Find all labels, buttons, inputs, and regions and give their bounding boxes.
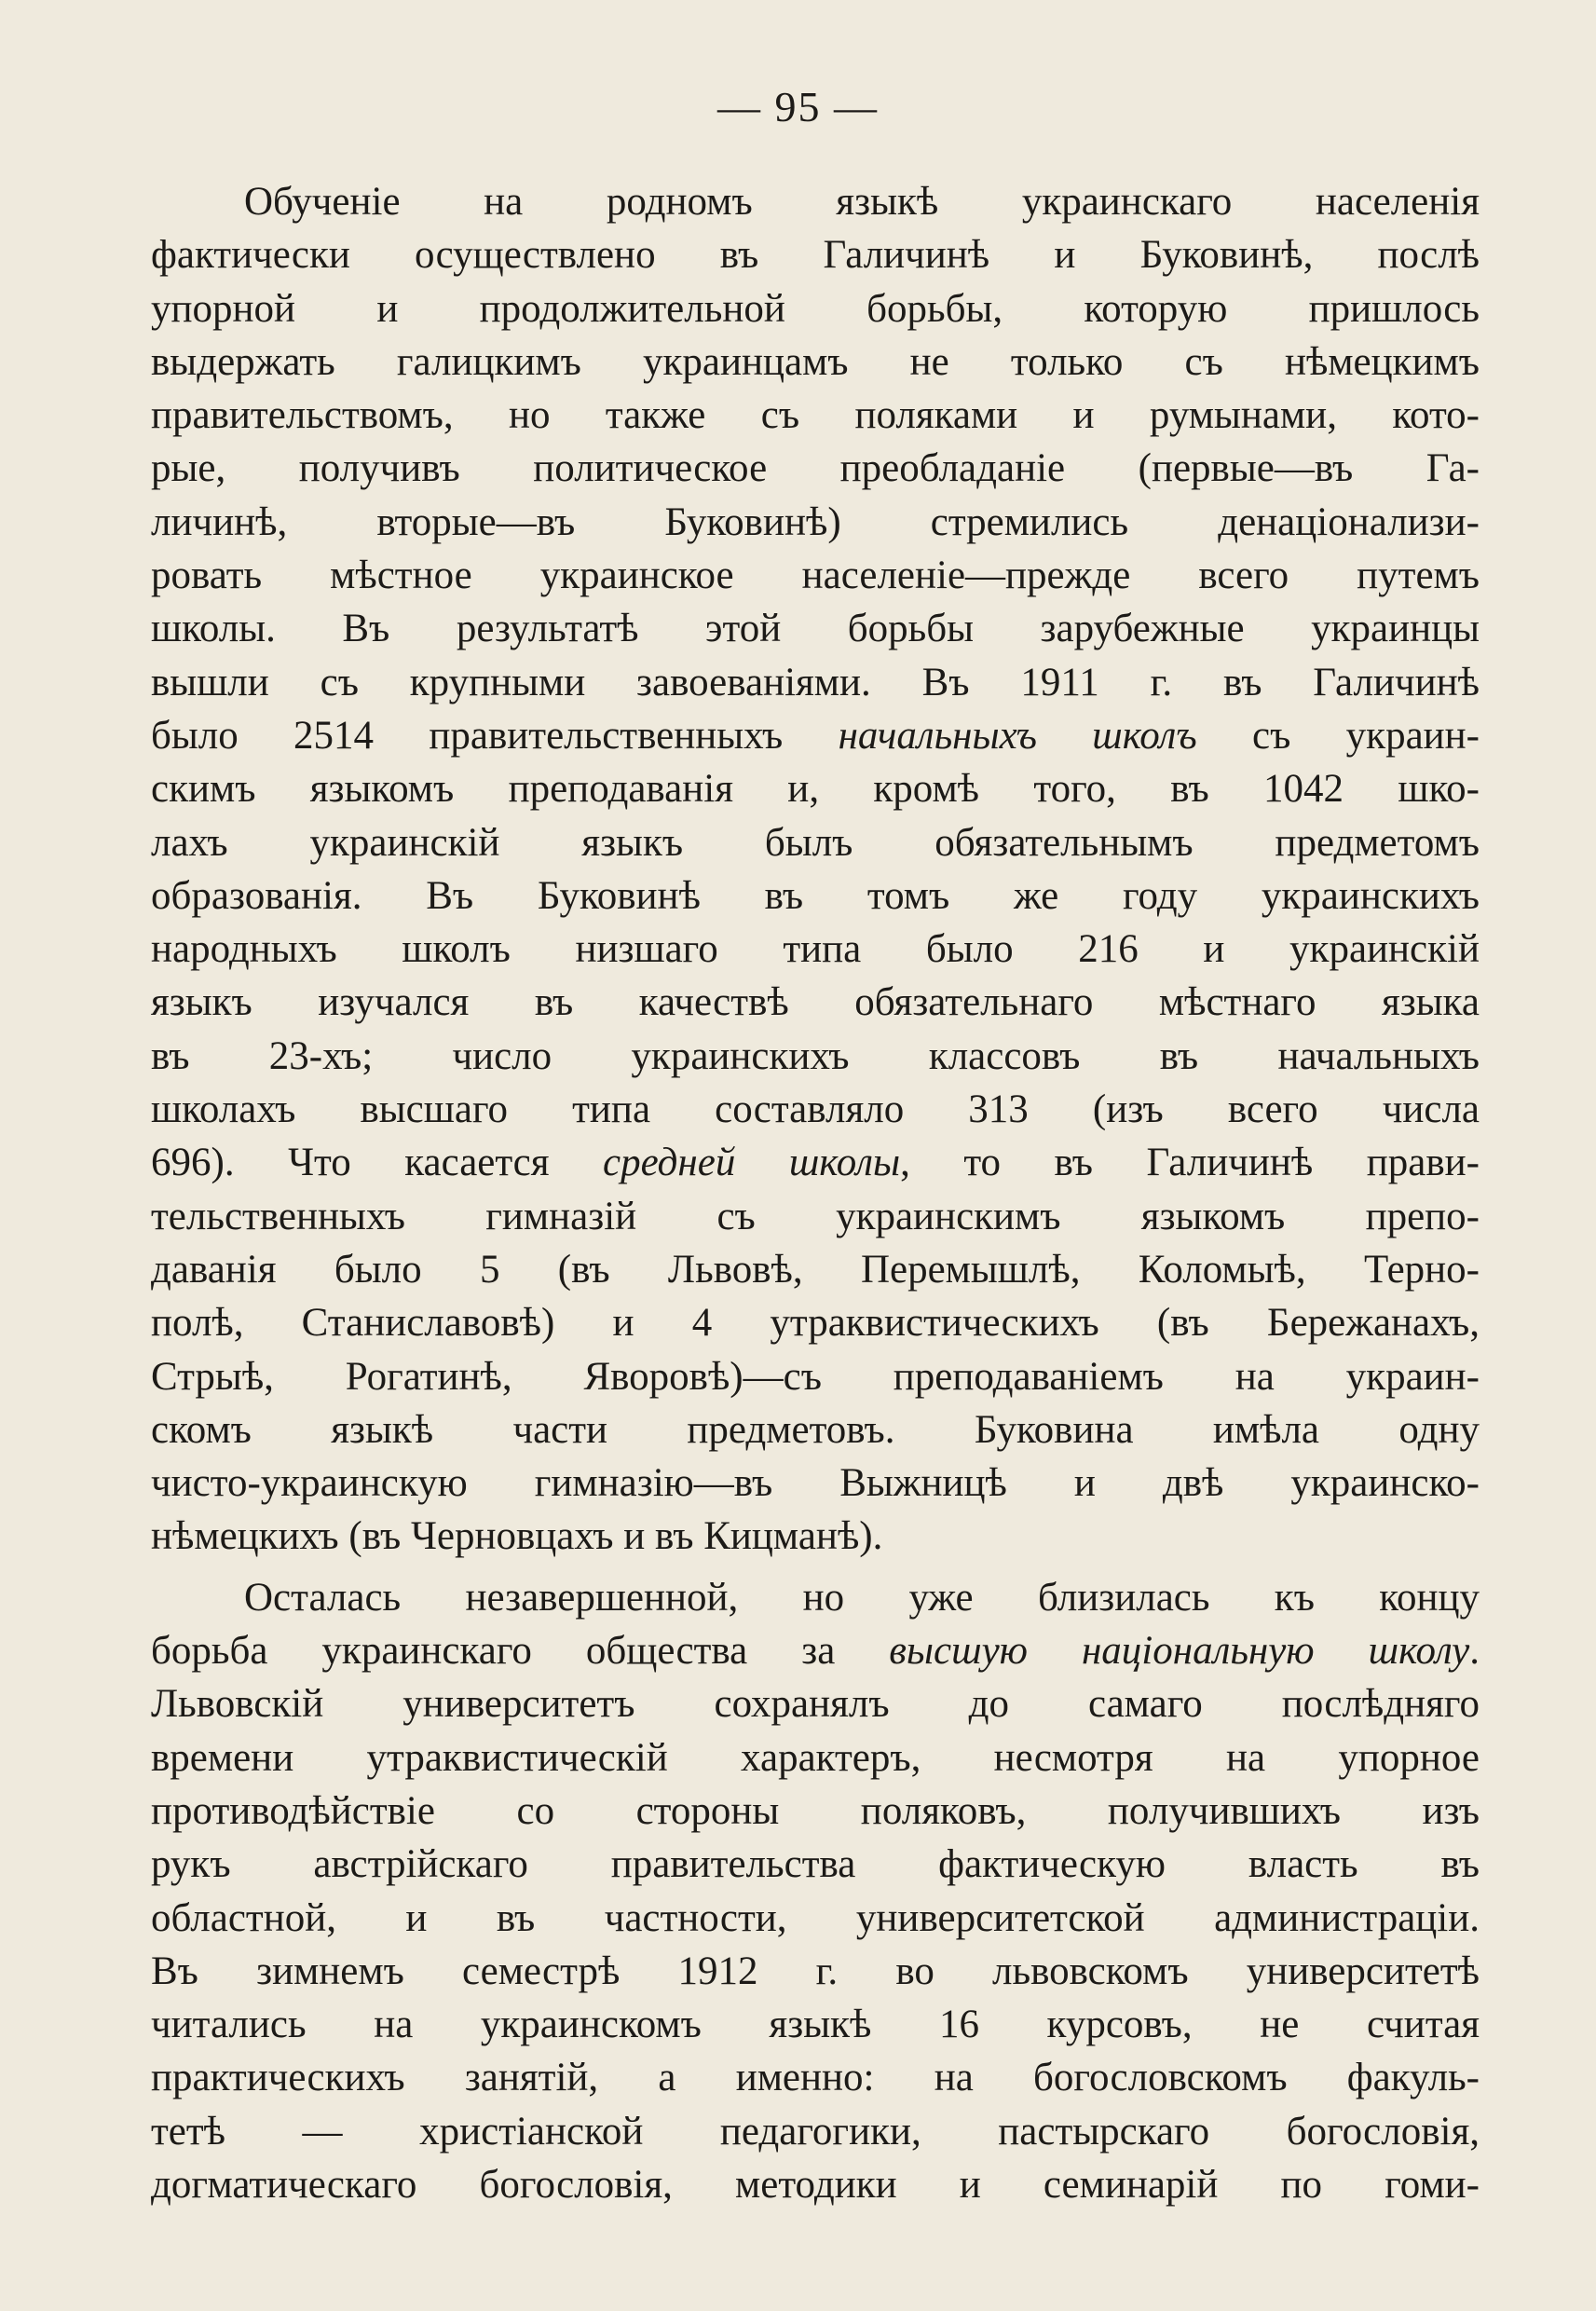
text-line: чисто-украинскую гимназію—въ Выжницѣ и двѣ украинско- [151, 1461, 1480, 1506]
text-line: времени утраквистическій характеръ, несмотря на упорное [151, 1735, 1480, 1780]
text-line: школы. Въ результатѣ этой борьбы зарубежные украинцы [151, 607, 1480, 651]
text-line: даванія было 5 (въ Львовѣ, Перемышлѣ, Коломыѣ, Терно- [151, 1247, 1480, 1292]
text-line: рукъ австрійскаго правительства фактическую власть въ [151, 1842, 1480, 1887]
text-line: Осталась незавершенной, но уже близилась къ концу [244, 1575, 1480, 1620]
text-line: Въ зимнемъ семестрѣ 1912 г. во львовскомъ университетѣ [151, 1949, 1480, 1993]
emphasized-phrase: начальныхъ школъ [838, 713, 1197, 758]
text-line: рые, получивъ политическое преобладаніе (первые—въ Га- [151, 446, 1480, 491]
text-line: практическихъ занятій, а именно: на богословскомъ факуль- [151, 2056, 1480, 2100]
text-line: скомъ языкѣ части предметовъ. Буковина имѣла одну [151, 1407, 1480, 1452]
text-line: Обученіе на родномъ языкѣ украинскаго населенія [244, 180, 1480, 224]
text-line: борьба украинскаго общества за высшую національную школу. [151, 1629, 1480, 1674]
text-line: выдержать галицкимъ украинцамъ не только съ нѣмецкимъ [151, 339, 1480, 384]
text-line: школахъ высшаго типа составляло 313 (изъ всего числа [151, 1087, 1480, 1132]
text-line: въ 23-хъ; число украинскихъ классовъ въ начальныхъ [151, 1033, 1480, 1078]
text-line: тетѣ — христіанской педагогики, пастырскаго богословія, [151, 2109, 1480, 2154]
text-line: областной, и въ частности, университетской администраціи. [151, 1895, 1480, 1940]
text-line: тельственныхъ гимназій съ украинскимъ языкомъ препо- [151, 1194, 1480, 1238]
text-line: догматическаго богословія, методики и семинарій по гоми- [151, 2162, 1480, 2207]
text-line: лахъ украинскій языкъ былъ обязательнымъ предметомъ [151, 820, 1480, 865]
text-line: народныхъ школъ низшаго типа было 216 и украинскій [151, 927, 1480, 972]
emphasized-phrase: высшую національную школу [889, 1629, 1470, 1674]
text-line: Стрыѣ, Рогатинѣ, Яворовѣ)—съ преподаваніемъ на украин- [151, 1354, 1480, 1399]
text-line: упорной и продолжительной борьбы, которую пришлось [151, 286, 1480, 331]
text-line: личинѣ, вторые—въ Буковинѣ) стремились денаціонализи- [151, 499, 1480, 544]
text-line: 696). Что касается средней школы, то въ Галичинѣ прави- [151, 1141, 1480, 1185]
paragraph-gap [151, 1564, 1480, 1571]
text-line: фактически осуществлено въ Галичинѣ и Буковинѣ, послѣ [151, 233, 1480, 278]
text-line: полѣ, Станиславовѣ) и 4 утраквистическихъ (въ Бережанахъ, [151, 1301, 1480, 1346]
text-line: нѣмецкихъ (въ Черновцахъ и въ Кицманѣ). [151, 1514, 883, 1559]
text-line: читались на украинскомъ языкѣ 16 курсовъ, не считая [151, 2003, 1480, 2047]
page-number: — 95 — [717, 83, 879, 130]
body-text [151, 175, 1480, 2211]
text-line: языкъ изучался въ качествѣ обязательнаго мѣстнаго языка [151, 980, 1480, 1025]
text-line: было 2514 правительственныхъ начальныхъ школъ съ украин- [151, 713, 1480, 758]
text-line: противодѣйствіе со стороны поляковъ, получившихъ изъ [151, 1788, 1480, 1833]
paragraph-2 [151, 1571, 1480, 2212]
paragraph-1 [151, 175, 1480, 1564]
text-line: правительствомъ, но также съ поляками и румынами, кото- [151, 393, 1480, 438]
text-line: вышли съ крупными завоеваніями. Въ 1911 г. въ Галичинѣ [151, 660, 1480, 704]
text-line: Львовскій университетъ сохранялъ до самаго послѣдняго [151, 1682, 1480, 1727]
text-line: образованія. Въ Буковинѣ въ томъ же году украинскихъ [151, 873, 1480, 918]
text-line: ровать мѣстное украинское населеніе—прежде всего путемъ [151, 554, 1480, 598]
emphasized-phrase: средней школы [603, 1141, 901, 1185]
text-line: скимъ языкомъ преподаванія и, кромѣ того, въ 1042 шко- [151, 767, 1480, 812]
